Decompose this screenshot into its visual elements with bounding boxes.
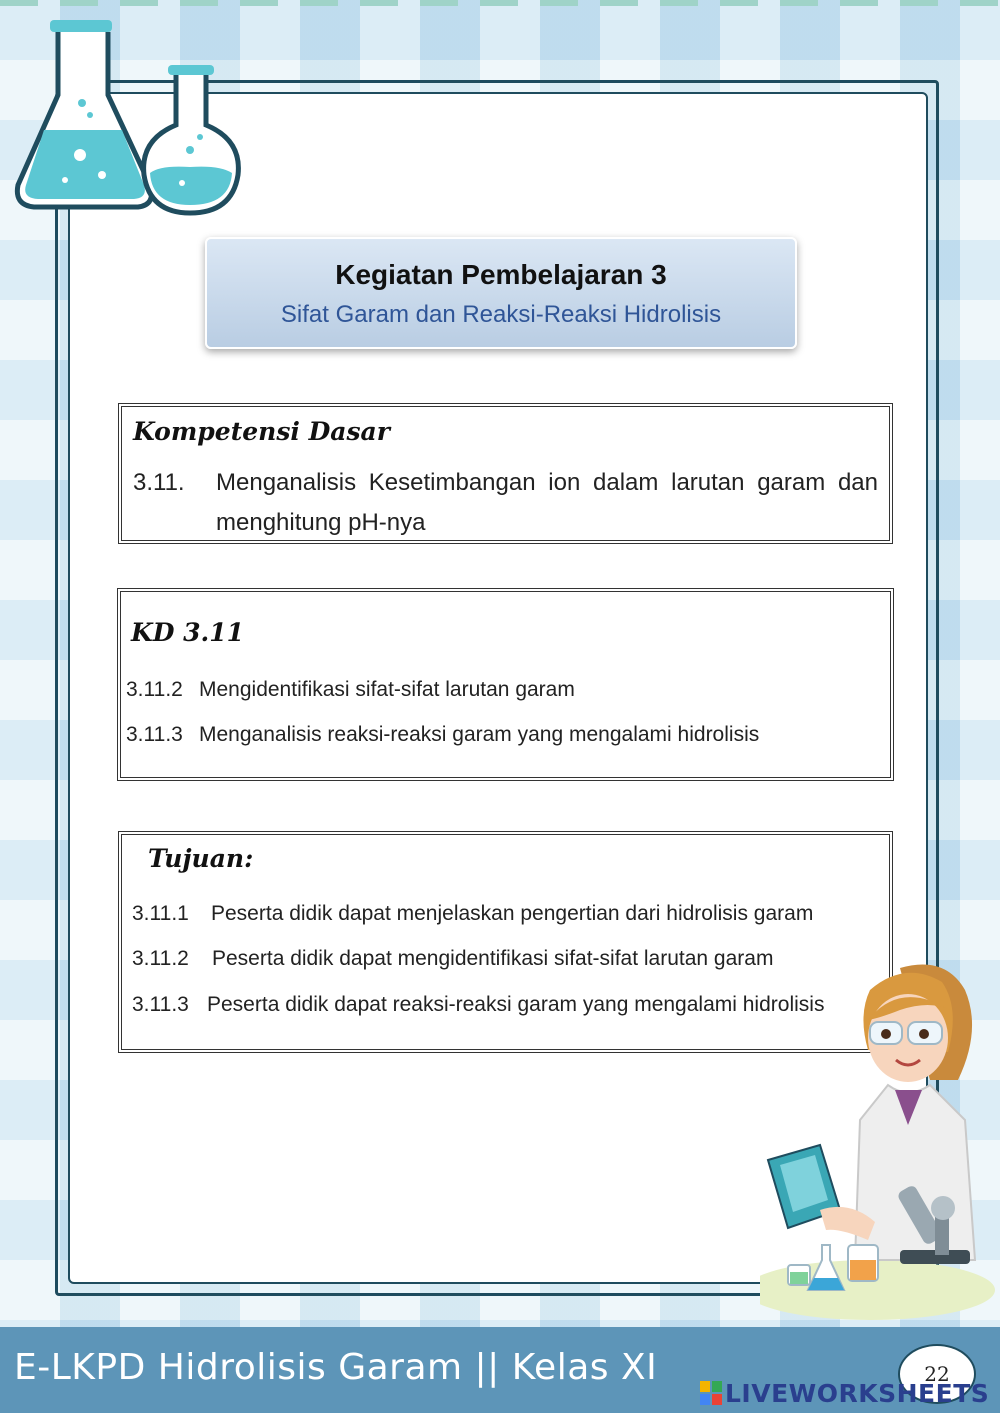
item-text: Peserta didik dapat menjelaskan pengertian dari hidrolisis garam xyxy=(211,902,814,925)
scientist-girl-illustration xyxy=(760,960,1000,1320)
item-text: Menganalisis reaksi-reaksi garam yang mengalami hidrolisis xyxy=(199,723,760,746)
item-number: 3.11.2 xyxy=(132,947,189,970)
footer-title: E-LKPD Hidrolisis Garam || Kelas XI xyxy=(14,1347,658,1388)
lesson-title: Kegiatan Pembelajaran 3 xyxy=(335,259,667,290)
page-number: 22 xyxy=(898,1344,976,1404)
lesson-subtitle: Sifat Garam dan Reaksi-Reaksi Hidrolisis xyxy=(280,301,722,328)
list-item xyxy=(132,902,813,926)
kd-indicator-box xyxy=(120,591,891,778)
list-item xyxy=(132,993,824,1017)
list-item xyxy=(132,947,773,971)
top-dash-border xyxy=(0,0,1000,6)
kompetensi-heading: Kompetensi Dasar xyxy=(133,417,390,446)
lesson-title-box xyxy=(205,237,797,349)
list-item xyxy=(126,723,759,747)
item-number: 3.11.3 xyxy=(132,993,189,1016)
liveworksheets-logo xyxy=(700,1379,989,1409)
kompetensi-number: 3.11. xyxy=(133,469,185,496)
item-text: Peserta didik dapat mengidentifikasi sifat-sifat larutan garam xyxy=(212,947,774,970)
conical-flask-icon xyxy=(17,20,151,207)
item-number: 3.11.3 xyxy=(126,723,183,746)
item-number: 3.11.1 xyxy=(132,902,189,925)
item-text: Mengidentifikasi sifat-sifat larutan garam xyxy=(199,678,575,701)
kompetensi-dasar-box xyxy=(121,406,890,541)
lab-flasks-illustration xyxy=(10,15,250,220)
tujuan-heading: Tujuan: xyxy=(148,844,254,873)
watermark-text: LIVEWORKSHEETS xyxy=(725,1379,990,1408)
kompetensi-text: Menganalisis Kesetimbangan ion dalam larutan garam dan menghitung pH-nya xyxy=(216,469,878,536)
item-text: Peserta didik dapat reaksi-reaksi garam yang mengalami hidrolisis xyxy=(207,993,825,1016)
item-number: 3.11.2 xyxy=(126,678,183,701)
list-item xyxy=(126,678,575,702)
liveworksheets-mark-icon xyxy=(700,1381,722,1405)
kd-heading: KD 3.11 xyxy=(131,618,245,647)
round-flask-icon xyxy=(144,65,239,213)
